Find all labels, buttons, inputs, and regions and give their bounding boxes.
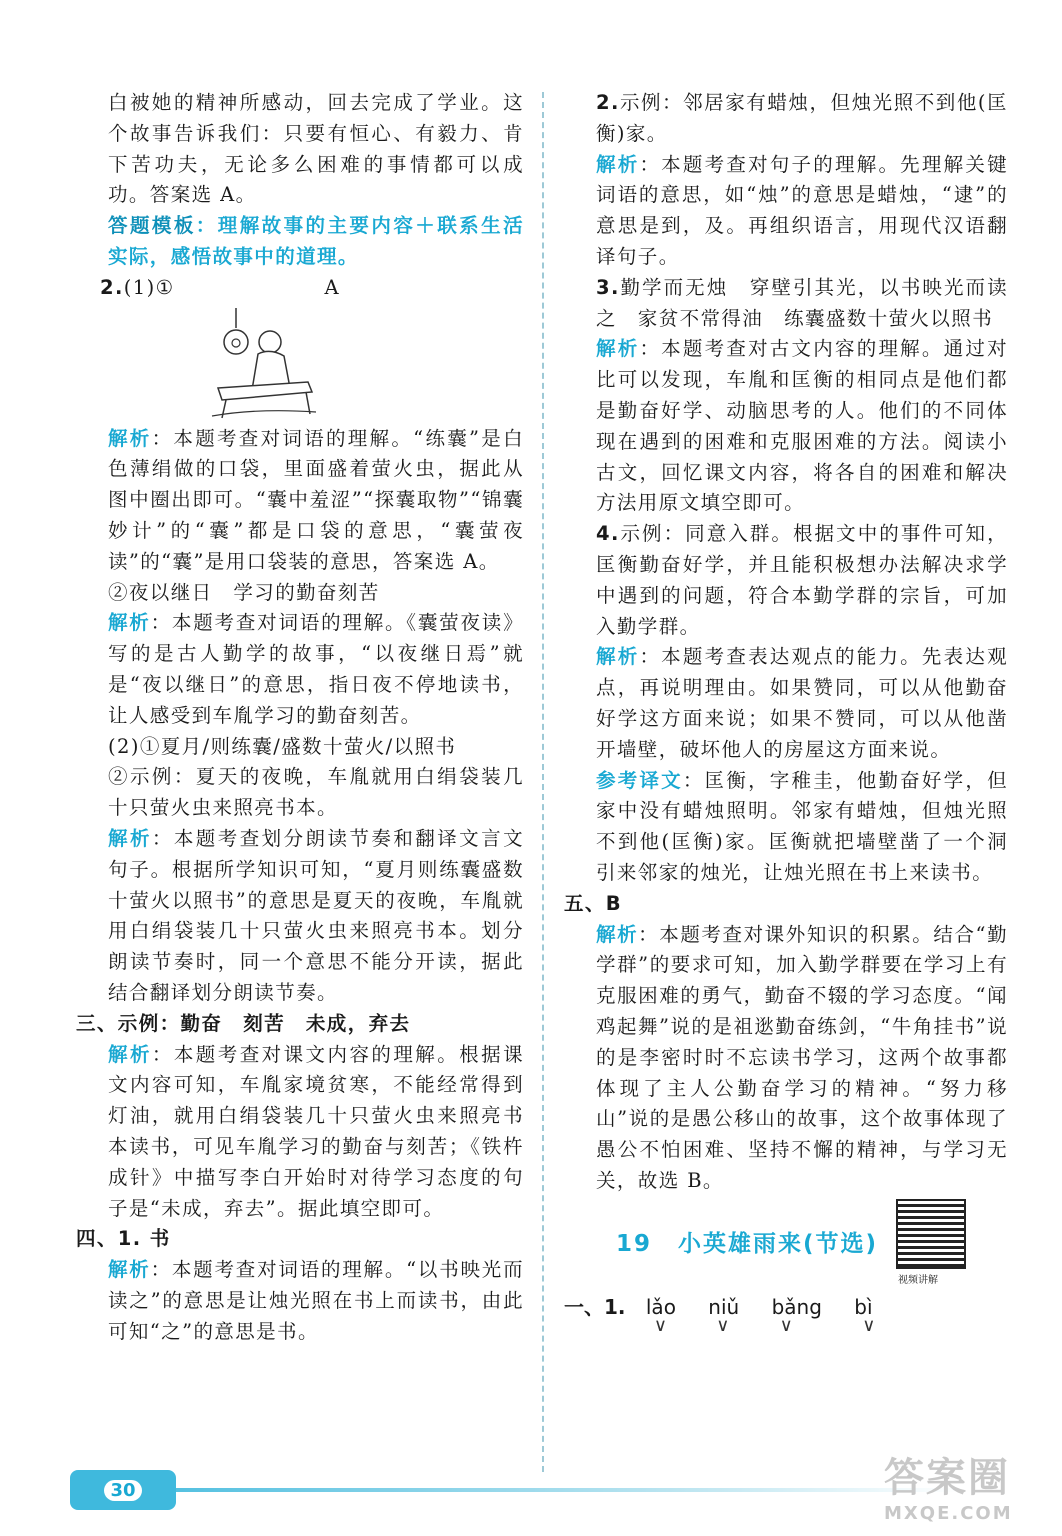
question-4 <box>596 519 1008 642</box>
page-badge <box>70 1470 176 1510</box>
section-4-answer: 四、1. 书 <box>76 1227 171 1251</box>
lesson-title <box>616 1225 878 1258</box>
analysis-label: 解析 <box>108 1258 151 1282</box>
analysis <box>108 608 524 731</box>
analysis <box>596 642 1008 765</box>
question-number: 3. <box>596 275 620 299</box>
analysis-label: 解析 <box>596 152 640 176</box>
template-text: ：理解故事的主要内容＋联系生活实际，感悟故事中的道理。 <box>108 214 524 268</box>
question-answer: A <box>324 275 340 299</box>
question-number: 一、1. <box>564 1294 626 1319</box>
answer-template <box>108 211 524 273</box>
lesson-number: 19 <box>616 1230 653 1257</box>
lesson-name: 小英雄雨来(节选) <box>678 1230 879 1257</box>
pinyin-item: lǎo ∨ <box>646 1295 676 1319</box>
analysis <box>108 424 524 578</box>
reference-text: ：匡衡，字稚圭，他勤奋好学，但家中没有蜡烛照明。邻家有蜡烛，但烛光照不到他(匡衡)家。匡衡就把墙壁凿了一个洞引来邻家的烛光，让烛光照在书上来读书。 <box>596 768 1008 884</box>
analysis-text: ：本题考查对词语的理解。“以书映光而读之”的意思是让烛光照在书上而读书，由此可知“之”的意思是书。 <box>108 1258 524 1343</box>
pinyin-item: niǔ ∨ <box>708 1295 739 1319</box>
reading-scholar-illustration <box>208 308 318 420</box>
question-part: (1)① <box>123 275 175 299</box>
lesson-header <box>596 1211 1008 1286</box>
analysis-text: ：本题考查对词语的理解。《囊萤夜读》写的是古人勤学的故事，“以夜继日焉”就是“夜以继日”的意思，指日夜不停地读书，让人感受到车胤学习的勤奋刻苦。 <box>108 611 524 727</box>
analysis-text: ：本题考查对课文内容的理解。根据课文内容可知，车胤家境贫寒，不能经常得到灯油，就用白绢袋装几十只萤火虫来照亮书本读书，可见车胤学习的勤奋与刻苦；《铁杵成针》中描写李白开始时对待学习态度的句子是“未成，弃去”。据此填空即可。 <box>108 1042 524 1220</box>
question-number: 2. <box>100 275 124 299</box>
paragraph: 白被她的精神所感动，回去完成了学业。这个故事告诉我们：只要有恒心、有毅力、肯下苦功夫，无论多么困难的事情都可以成功。答案选 A。 <box>108 91 524 207</box>
question-2-1 <box>100 273 524 304</box>
watermark-text: 答案圈 <box>884 1455 1010 1501</box>
page-number: 30 <box>104 1480 141 1501</box>
answer-text: 勤学而无烛 穿壁引其光，以书映光而读之 家贫不常得油 练囊盛数十萤火以照书 <box>596 275 1008 330</box>
analysis-label: 解析 <box>108 426 152 450</box>
pinyin-item: bǎng ∨ <box>772 1295 822 1319</box>
analysis-label: 解析 <box>596 645 640 669</box>
analysis <box>596 334 1008 519</box>
analysis-text: ：本题考查对古文内容的理解。通过对比可以发现，车胤和匡衡的相同点是他们都是勤奋好学、动脑思考的人。他们的不同体现在遇到的困难和克服困难的方法。阅读小古文，回忆课文内容，将各自的困难和解决方法用原文填空即可。 <box>596 337 1008 515</box>
qr-label: 视频讲解 <box>898 1274 938 1286</box>
analysis-text: ：本题考查划分朗读节奏和翻译文言文句子。根据所学知识可知，“夏月则练囊盛数十萤火以照书”的意思是夏天的夜晚，车胤就用白绢袋装几十只萤火虫来照亮书本。划分朗读节奏时，同一个意思不能分开读，据此结合翻译划分朗读节奏。 <box>108 826 524 1004</box>
watermark <box>884 1446 1044 1526</box>
question-3 <box>596 273 1008 335</box>
right-column <box>564 88 1008 1320</box>
analysis-text: ：本题考查对句子的理解。先理解关键词语的意思，如“烛”的意思是蜡烛，“逮”的意思是到，及。再组织语言，用现代汉语翻译句子。 <box>596 152 1008 268</box>
question-number: 4. <box>596 522 620 546</box>
scholar-drawing-icon <box>208 308 318 420</box>
answer-text: 示例：同意入群。根据文中的事件可知，匡衡勤奋好学，并且能积极想办法解决求学中遇到的问题，符合本勤学群的宗旨，可加入勤学群。 <box>596 522 1008 638</box>
left-column <box>76 88 524 1347</box>
pinyin-question <box>564 1291 1008 1320</box>
answer-line: ②夜以继日 学习的勤奋刻苦 <box>108 580 380 604</box>
analysis-label: 解析 <box>108 1042 152 1066</box>
question-number: 2. <box>596 91 620 114</box>
analysis-label: 解析 <box>108 611 151 635</box>
answer-text: 示例：邻居家有蜡烛，但烛光照不到他(匡衡)家。 <box>596 91 1008 145</box>
watermark-url: MXQE.COM <box>884 1503 1013 1524</box>
analysis <box>108 824 524 1009</box>
qr-code-icon[interactable] <box>896 1199 966 1269</box>
analysis <box>108 1040 524 1225</box>
analysis <box>596 920 1008 1197</box>
reference-translation <box>596 766 1008 889</box>
column-divider <box>542 92 544 1472</box>
footer-bar <box>70 1488 960 1492</box>
analysis-label: 解析 <box>596 337 640 361</box>
answer-line: (2)①夏月/则练囊/盛数十萤火/以照书 <box>108 734 457 758</box>
analysis <box>596 150 1008 273</box>
analysis-text: ：本题考查表达观点的能力。先表达观点，再说明理由。如果赞同，可以从他勤奋好学这方面来说；如果不赞同，可以从他凿开墙壁，破坏他人的房屋这方面来说。 <box>596 645 1008 761</box>
pinyin-item: bì ∨ <box>854 1295 872 1319</box>
reference-label: 参考译文 <box>596 768 683 792</box>
question-2 <box>596 88 1008 150</box>
analysis-text: ：本题考查对课外知识的积累。结合“勤学群”的要求可知，加入勤学群要在学习上有克服困难的勇气，勤奋不辍的学习态度。“闻鸡起舞”说的是祖逖勤奋练剑，“牛角挂书”说的是李密时时不忘读书学习，这两个故事都体现了主人公勤奋学习的精神。“努力移山”说的是愚公移山的故事，这个故事体现了愚公不怕困难、坚持不懈的精神，与学习无关，故选 B。 <box>596 922 1008 1192</box>
analysis <box>108 1255 524 1347</box>
answer-line: ②示例：夏天的夜晚，车胤就用白绢袋装几十只萤火虫来照亮书本。 <box>108 765 524 820</box>
section-3-answer: 三、示例：勤奋 刻苦 未成，弃去 <box>76 1011 411 1035</box>
section-5-answer: 五、B <box>564 891 623 915</box>
analysis-text: ：本题考查对词语的理解。“练囊”是白色薄绢做的口袋，里面盛着萤火虫，据此从图中圈出即可。“囊中羞涩”“探囊取物”“锦囊妙计”的“囊”都是口袋的意思，“囊萤夜读”的“囊”是用口袋装的意思，答案选 A。 <box>108 426 524 573</box>
analysis-label: 解析 <box>108 826 152 850</box>
analysis-label: 解析 <box>596 922 639 946</box>
template-label: 答题模板 <box>108 214 196 238</box>
